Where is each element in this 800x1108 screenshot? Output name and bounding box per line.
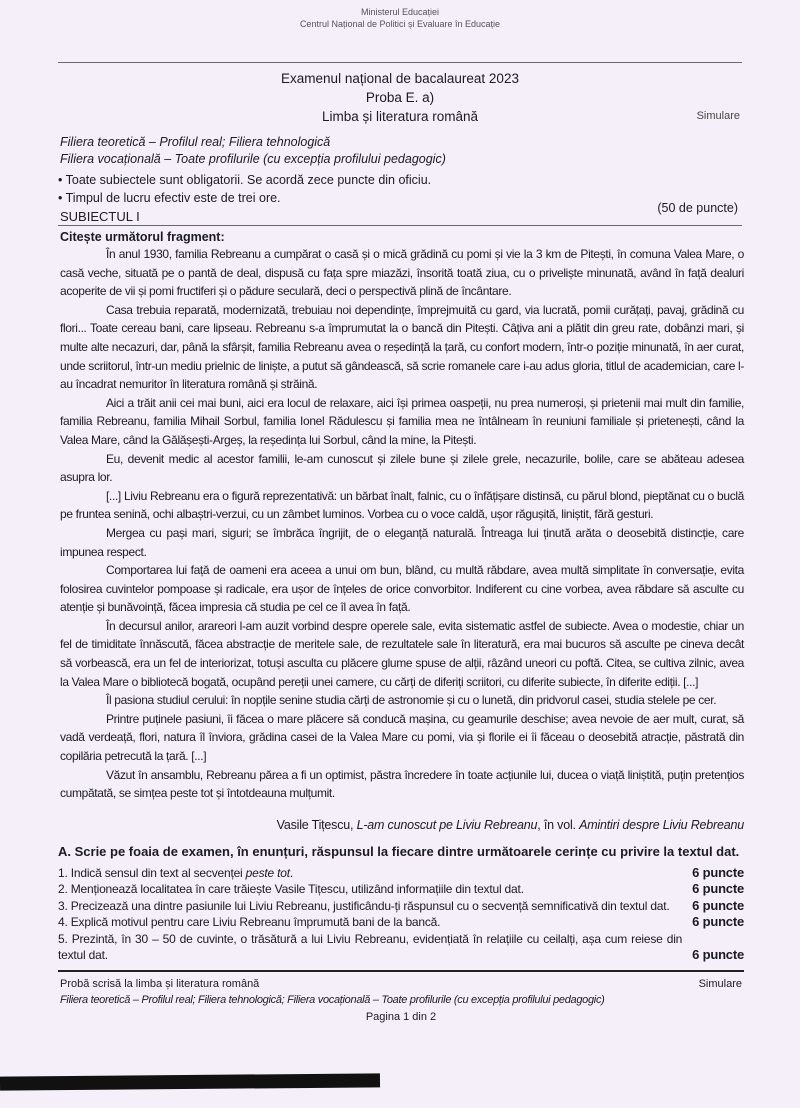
filiera-line: Filiera teoretică – Profilul real; Filiera tehnologică — [60, 135, 331, 149]
page-footer — [60, 976, 742, 1026]
question-text: 4. Explică motivul pentru care Liviu Rebreanu împrumută bani de la bancă. — [58, 915, 441, 930]
question-item — [58, 914, 744, 931]
paragraph: Printre puținele pasiuni, îi făcea o mare plăcere să conducă mașina, cu geamurile deschise; avea nevoie de aer mult, curat, să vadă verdeață, flori, natura îl înviora, grădina casei de la Valea Mare cu pomi, via și florile ei îi făceau o deosebită atracție, păstrată din copilăria petrecută la țară. [...] — [60, 711, 744, 764]
ministry-name: Ministerul Educației — [360, 7, 440, 17]
footer-divider — [58, 970, 744, 972]
paragraph: [...] Liviu Rebreanu era o figură reprezentativă: un bărbat înalt, falnic, cu o înfățișare distinsă, cu părul blond, pieptănat cu o buclă pe fruntea senină, ochi albaștri-verzui, cu un zâmbet luminos. Vorbea cu o voce caldă, ușor răgușită, liniștit, fără gesturi. — [60, 488, 744, 522]
instruction-item: • Toate subiectele sunt obligatorii. Se acordă zece puncte din oficiu. — [58, 173, 432, 187]
paragraph: Mergea cu pași mari, siguri; se îmbrăca îngrijit, de o eleganță naturală. Întreaga lui ținută arăta o deosebită distincție, care impunea respect. — [60, 525, 744, 559]
question-text-italic: peste tot — [245, 865, 290, 880]
author: Vasile Tițescu, — [276, 817, 357, 832]
footer-simulare: Simulare — [698, 977, 742, 990]
footer-filiera: Filiera teoretică – Profilul real; Filiera tehnologică; Filiera vocațională – Toate profilurile (cu excepția profilului pedagogic) — [60, 994, 605, 1007]
work-title: L-am cunoscut pe Liviu Rebreanu — [356, 817, 538, 832]
paragraph: Văzut în ansamblu, Rebreanu părea a fi un optimist, păstra încredere în toate acțiunile lui, ducea o viață liniștită, puțin pretențios cumpătată, se simțea peste tot și întotdeauna mulțumit. — [60, 767, 744, 801]
footer-exam: Probă scrisă la limba și literatura română — [60, 977, 260, 990]
paragraph: În anul 1930, familia Rebreanu a cumpărat o casă și o mică grădină cu pomi și vie la 3 km de Pitești, în comuna Valea Mare, o casă veche, situată pe o pantă de deal, dispusă cu fața spre miazăzi, însorită toată ziua, cu o priveliște minunată, având în față dealuri acoperite de vii și pomi fructiferi și o pădure seculară, deci o perspectivă plină de încântare. — [60, 247, 744, 299]
paragraph: În decursul anilor, arareori l-am auzit vorbind despre operele sale, evita sistematic astfel de subiecte. Avea o modestie, chiar un fel de timiditate înnăscută, făcea abstracție de meritele sale, de rezultatele sale în literatură, era mai bucuros să asculte pe cineva decât să vorbească, era un fel de interiorizat, totuși asculta cu plăcere glume spuse de alții, râzând uneori cu poftă. Citea, se cultiva zilnic, avea la Valea Mare o bibliotecă bogată, ocupând pereții unei camere, cu cărți de diferiți scriitori, cu diferite subiecte, în diferite ediții. [...] — [60, 618, 744, 689]
subject-title: SUBIECTUL I — [60, 209, 140, 224]
subject-points: (50 de puncte) — [657, 201, 738, 215]
text-fragment — [60, 245, 744, 803]
question-points: 6 puncte — [692, 864, 744, 880]
filiera-line: Filiera vocațională – Toate profilurile (cu excepția profilului pedagogic) — [60, 152, 446, 166]
photo-edge-shadow — [0, 1074, 380, 1091]
question-points: 6 puncte — [692, 881, 744, 897]
title-line: Limba și literatura română — [321, 109, 479, 124]
read-instruction: Citește următorul fragment: — [60, 230, 225, 244]
paragraph: Casa trebuia reparată, modernizată, trebuiau noi dependințe, împrejmuită cu gard, via lucrată, pomii curățați, pavaj, grădină cu flori... Toate cereau bani, care lipseau. Rebreanu s-a împrumutat la o bancă din Pitești. Câțiva ani a plătit din greu rate, dobânzi mari, și multe alte necazuri, dar, până la sfârșit, familia Rebreanu avea o reședință la țară, cu confort modern, într-o poziție minunată, în aer curat, unde scriitorul, într-un mediu prielnic de liniște, a putut să gândească, să scrie romanele care i-au adus gloria, titlul de academician, care l-au încadrat nemuritor în literatura română și străină. — [60, 302, 744, 392]
title-line: Examenul național de bacalaureat 2023 — [281, 71, 519, 86]
question-text: 5. Prezintă, în 30 – 50 de cuvinte, o trăsătură a lui Liviu Rebreanu, evidențiată în relațiile cu ceilalți, așa cum reiese din textul dat. — [58, 931, 683, 963]
question-item — [58, 898, 744, 915]
question-text: 2. Menționează localitatea în care trăiește Vasile Tițescu, utilizând informațiile din textul dat. — [58, 882, 524, 897]
questions-list — [58, 865, 744, 964]
footer-row — [60, 976, 742, 993]
question-points: 6 puncte — [692, 947, 744, 963]
question-text-pre: 1. Indică sensul din text al secvenței — [58, 865, 246, 880]
question-item — [58, 931, 744, 964]
question-points: 6 puncte — [692, 914, 744, 930]
page-number: Pagina 1 din 2 — [365, 1010, 437, 1023]
exam-body — [58, 0, 744, 1089]
paragraph: Comportarea lui față de oameni era aceea a unui om bun, blând, cu multă răbdare, avea multă simplitate în conversație, evita folosirea cuvintelor pompoase și radicale, era ușor de înțeles de orice convorbitor. Indiferent cu cine vorbea, avea răbdare să asculte cu atenție și bunăvoință, făcea impresia că studia pe cel ce îl avea în față. — [60, 563, 744, 615]
center-name: Centrul Național de Politici și Evaluare în Educație — [299, 19, 501, 29]
volume-title: Amintiri despre Liviu Rebreanu — [579, 817, 744, 832]
attribution-mid: , în vol. — [537, 817, 580, 832]
question-item — [58, 865, 744, 882]
paragraph: Aici a trăit anii cei mai buni, aici era locul de relaxare, aici își primea oaspeții, nu prea numeroși, și prietenii mai mult din familie, familia Rebreanu, familia Mihail Sorbul, familia Ionel Rădulescu și familia mea ne întâlneam în reuniuni familiale și prietenești, când la Valea Mare, când la Gălășești-Argeș, la reședința lui Sorbul, când la mine, la Pitești. — [60, 395, 744, 447]
question-text — [58, 865, 682, 882]
source-attribution — [58, 817, 744, 833]
paragraph: Îl pasiona studiul cerului: în nopțile senine studia cărți de astronomie și cu o lunetă, din pridvorul casei, studia stelele pe cer. — [106, 693, 717, 708]
title-line: Proba E. a) — [365, 90, 435, 105]
question-points: 6 puncte — [692, 897, 744, 913]
question-text-post: . — [289, 865, 294, 880]
requirement-heading: A. Scrie pe foaia de examen, în enunțuri, răspunsul la fiecare dintre următoarele cerințe cu privire la textul dat. — [58, 843, 740, 859]
paragraph: Eu, devenit medic al acestor familii, le-am cunoscut și zilele bune și zilele grele, necazurile, bolile, care se abăteau adesea asupra lor. — [60, 451, 744, 485]
question-item — [58, 881, 744, 898]
simulare-label: Simulare — [696, 110, 740, 122]
instruction-item: • Timpul de lucru efectiv este de trei ore. — [58, 191, 281, 205]
question-text: 3. Precizează una dintre pasiunile lui Liviu Rebreanu, justificându-ți răspunsul cu o secvență semnificativă din textul dat. — [58, 898, 670, 913]
